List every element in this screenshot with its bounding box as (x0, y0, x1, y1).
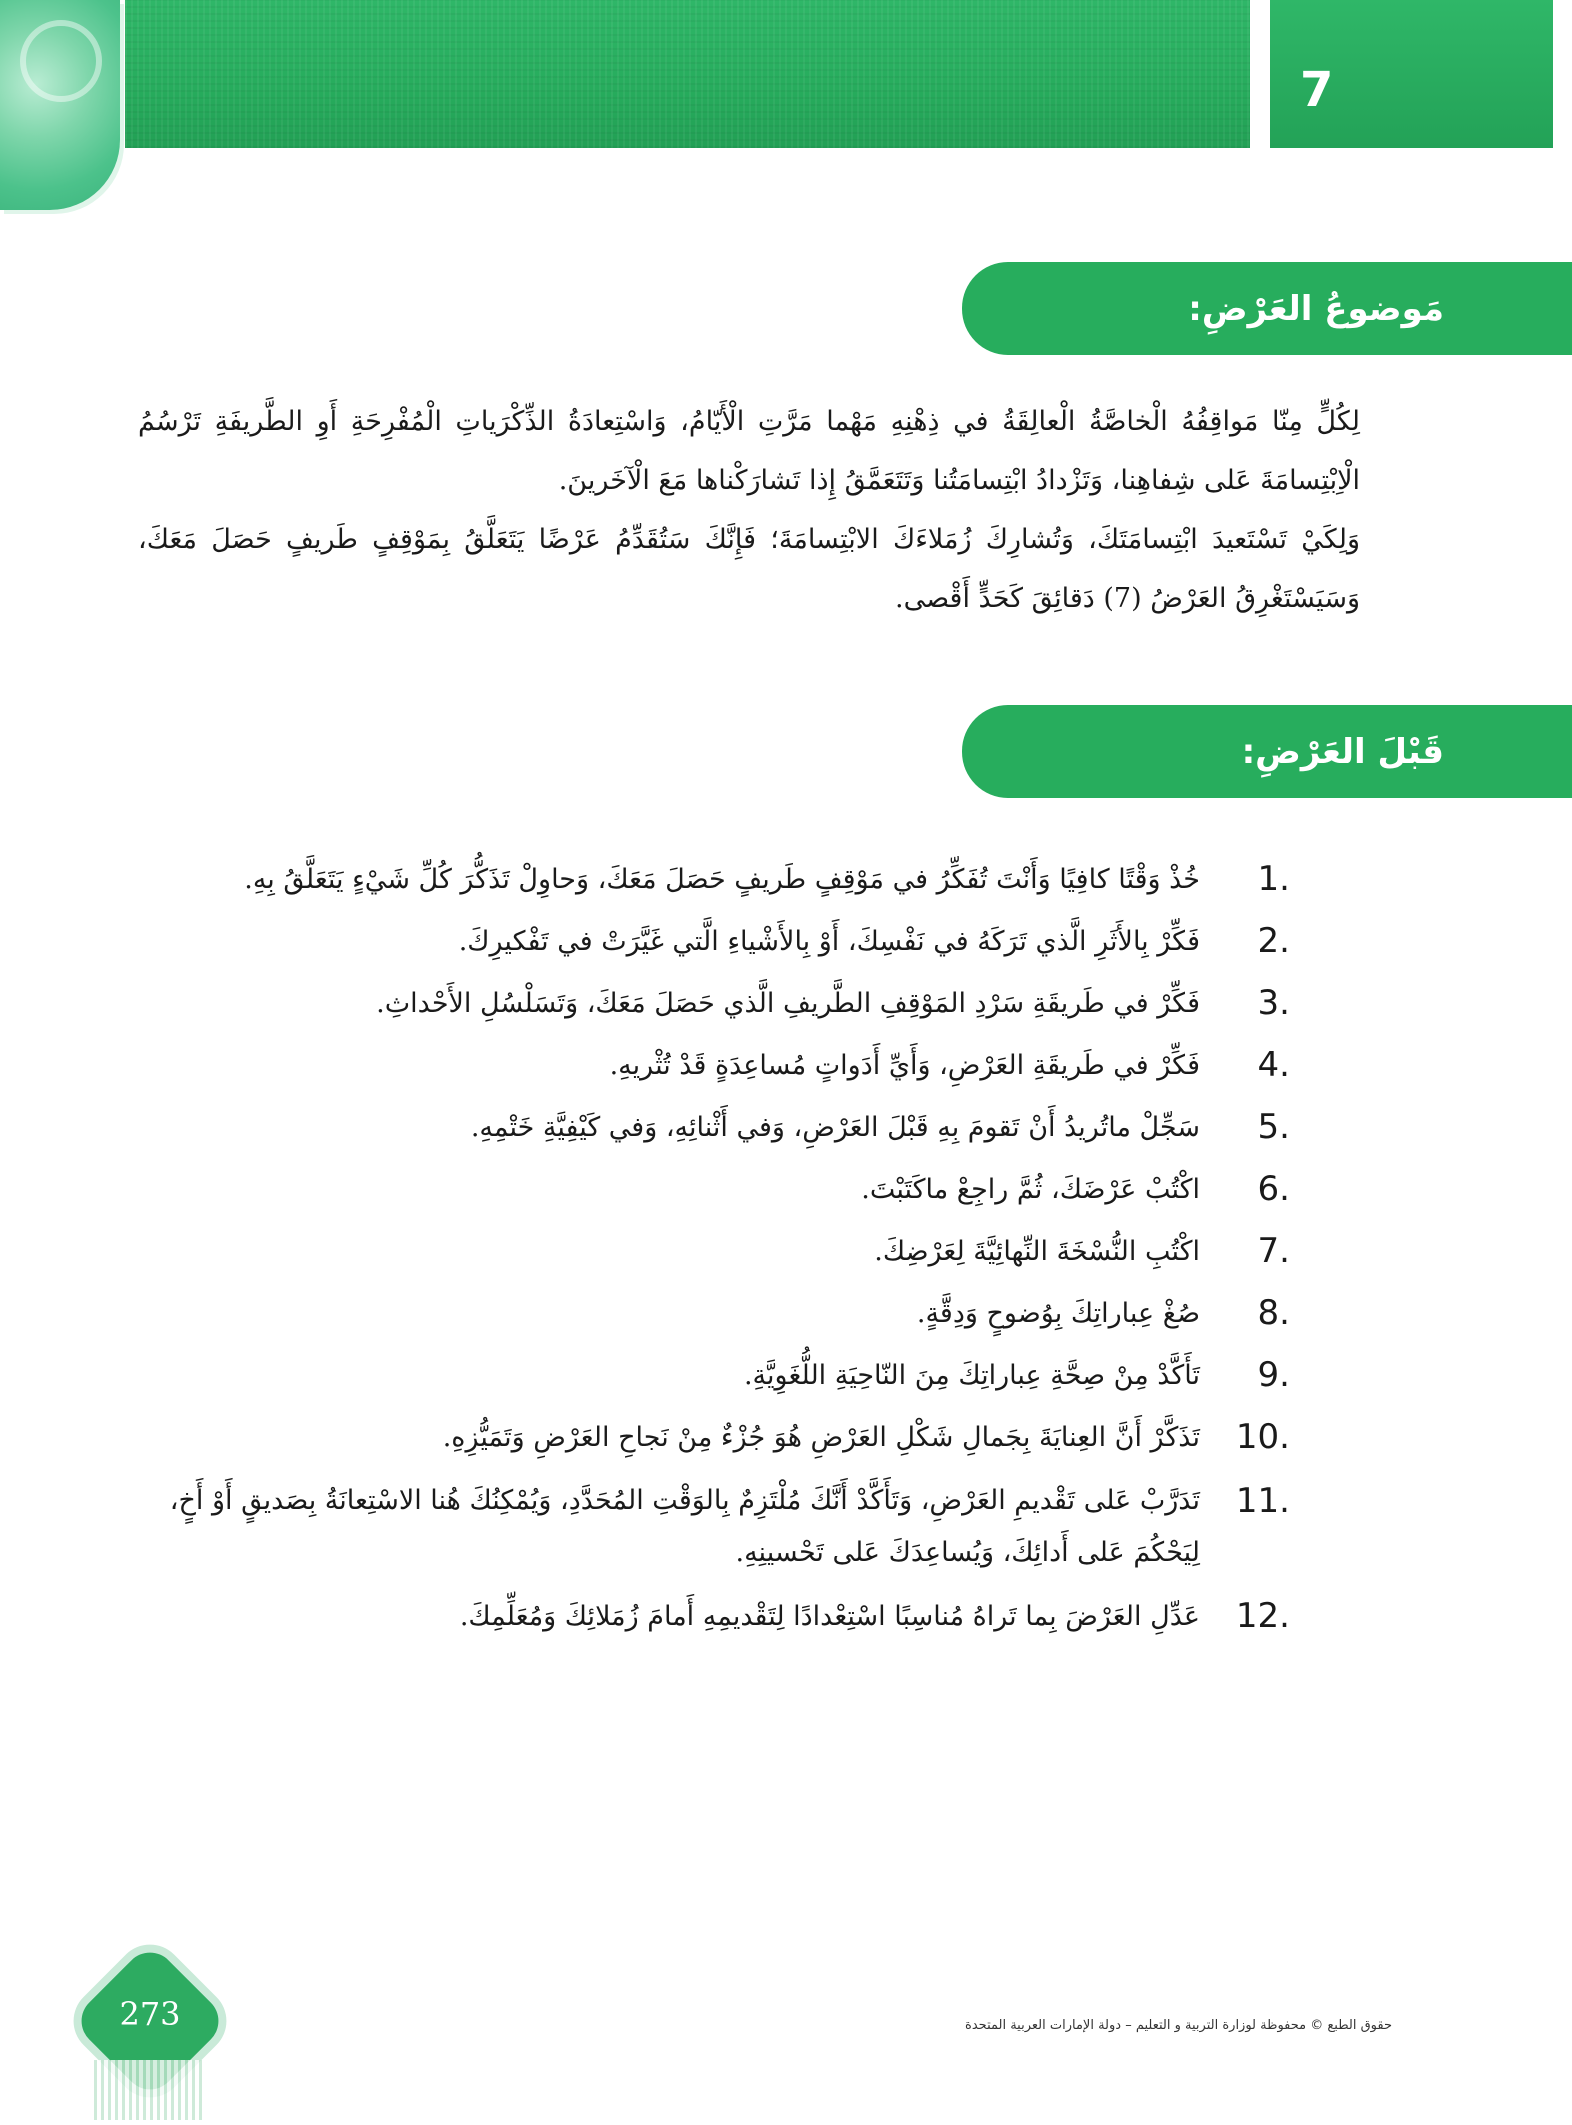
step-number: 2. (1257, 921, 1290, 961)
step-number: 9. (1257, 1355, 1290, 1395)
steps-list (150, 855, 1290, 1654)
step-number: 3. (1257, 983, 1290, 1023)
step-number: 5. (1257, 1107, 1290, 1147)
list-item (150, 1475, 1290, 1579)
topic-paragraphs (138, 392, 1360, 628)
step-text: فَكِّرْ في طَريقَةِ العَرْضِ، وَأَيِّ أَدَواتٍ مُساعِدَةٍ قَدْ تُثْريهِ. (609, 1050, 1200, 1081)
step-number: 11. (1235, 1481, 1290, 1521)
step-number: 7. (1257, 1231, 1290, 1271)
step-number: 4. (1257, 1045, 1290, 1085)
list-item (150, 855, 1290, 904)
step-number: 10. (1235, 1417, 1290, 1457)
corner-decoration (0, 0, 120, 210)
list-item (150, 1165, 1290, 1214)
list-item (150, 1289, 1290, 1338)
list-item (150, 917, 1290, 966)
step-text: سَجِّلْ ماتُريدُ أَنْ تَقومَ بِهِ قَبْلَ العَرْضِ، وَفي أَثْنائِهِ، وَفي كَيْفِيَّةِ خَتْمِهِ. (470, 1112, 1200, 1143)
step-text: اكْتُبْ عَرْضَكَ، ثُمَّ راجِعْ ماكَتَبْتَ. (861, 1174, 1200, 1205)
step-number: 6. (1257, 1169, 1290, 1209)
topic-heading (962, 262, 1572, 355)
step-number: 8. (1257, 1293, 1290, 1333)
step-text: صُغْ عِباراتِكَ بِوُضوحٍ وَدِقَّةٍ. (916, 1298, 1200, 1329)
list-item (150, 1592, 1290, 1641)
topic-paragraph: لِكُلٍّ مِنّا مَواقِفُهُ الْخاصَّةُ الْعالِقَةُ في ذِهْنِهِ مَهْما مَرَّتِ الْأَيّامُ، وَاسْتِعادَةُ الذِّكْرَياتِ الْمُفْرِحَةِ أَوِ الطَّريفَةِ تَرْسُمُ الْاِبْتِسامَةَ عَلى شِفاهِنا، وَتَزْدادُ ابْتِسامَتُنا وَتَتَعَمَّقُ إِذا تَشارَكْناها مَعَ الْآخَرينَ. (138, 406, 1360, 496)
page-number: 273 (119, 1995, 181, 2033)
step-text: عَدِّلِ العَرْضَ بِما تَراهُ مُناسِبًا اسْتِعْدادًا لِتَقْديمِهِ أَمامَ زُمَلائِكَ وَمُعَلِّمِكَ. (459, 1601, 1200, 1632)
list-item (150, 979, 1290, 1028)
top-banner (125, 0, 1250, 148)
before-presentation-heading (962, 705, 1572, 798)
step-number: 1. (1257, 859, 1290, 899)
before-presentation-heading-text: قَبْلَ العَرْضِ: (1241, 731, 1444, 772)
step-text: فَكِّرْ بِالأَثَرِ الَّذي تَرَكَهُ في نَفْسِكَ، أَوْ بِالأَشْياءِ الَّتي غَيَّرَتْ في تَفْكيرِكَ. (458, 926, 1200, 957)
step-text: تَدَرَّبْ عَلى تَقْديمِ العَرْضِ، وَتَأَكَّدْ أَنَّكَ مُلْتَزِمٌ بِالوَقْتِ المُحَدَّدِ، وَيُمْكِنُكَ هُنا الاسْتِعانَةُ بِصَديقٍ أَوْ أَخٍ، لِيَحْكُمَ عَلى أَدائِكَ، وَيُساعِدَكَ عَلى تَحْسينِهِ. (169, 1485, 1200, 1568)
step-text: فَكِّرْ في طَريقَةِ سَرْدِ المَوْقِفِ الطَّريفِ الَّذي حَصَلَ مَعَكَ، وَتَسَلْسُلِ الأَحْداثِ. (376, 988, 1200, 1019)
copyright-notice: حقوق الطبع © محفوظة لوزارة التربية و التعليم – دولة الإمارات العربية المتحدة (965, 2018, 1392, 2033)
list-item (150, 1227, 1290, 1276)
step-text: تَذَكَّرْ أَنَّ العِنايَةَ بِجَمالِ شَكْلِ العَرْضِ هُوَ جُزْءٌ مِنْ نَجاحِ العَرْضِ وَتَمَيُّزِهِ. (442, 1422, 1200, 1453)
list-item (150, 1351, 1290, 1400)
unit-number: 7 (1300, 62, 1334, 118)
decorative-ring-icon (20, 20, 102, 102)
list-item (150, 1103, 1290, 1152)
step-text: تَأَكَّدْ مِنْ صِحَّةِ عِباراتِكَ مِنَ النّاحِيَةِ اللُّغَوِيَّةِ. (743, 1360, 1200, 1391)
step-number: 12. (1235, 1596, 1290, 1636)
list-item (150, 1413, 1290, 1462)
step-text: خُذْ وَقْتًا كافِيًا وَأَنْتَ تُفَكِّرُ في مَوْقِفٍ طَريفٍ حَصَلَ مَعَكَ، وَحاوِلْ تَذَكُّرَ كُلِّ شَيْءٍ يَتَعَلَّقُ بِهِ. (244, 864, 1200, 895)
list-item (150, 1041, 1290, 1090)
footer-pattern (94, 2060, 206, 2120)
topic-heading-text: مَوضوعُ العَرْضِ: (1188, 288, 1444, 329)
topic-paragraph: وَلِكَيْ تَسْتَعيدَ ابْتِسامَتَكَ، وَتُشارِكَ زُمَلاءَكَ الابْتِسامَةَ؛ فَإِنَّكَ سَتُقَدِّمُ عَرْضًا يَتَعَلَّقُ بِمَوْقِفٍ طَريفٍ حَصَلَ مَعَكَ، وَسَيَسْتَغْرِقُ العَرْضُ (7) دَقائِقَ كَحَدٍّ أَقْصى. (138, 524, 1360, 614)
step-text: اكْتُبِ النُّسْخَةَ النِّهائِيَّةَ لِعَرْضِكَ. (874, 1236, 1200, 1267)
